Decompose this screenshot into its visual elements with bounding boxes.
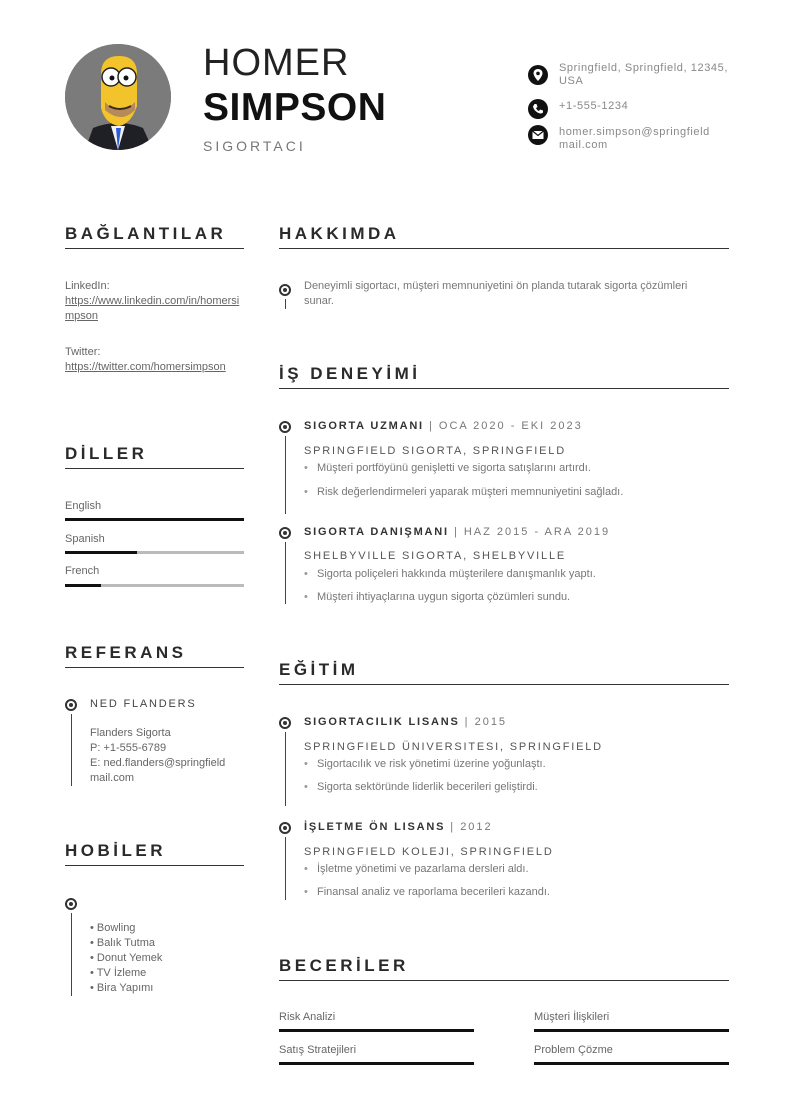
education-dates: | 2012 bbox=[445, 821, 493, 833]
job-title: SIGORTACI bbox=[203, 138, 306, 154]
hobbies-title: HOBİLER bbox=[65, 841, 166, 860]
languages-title: DİLLER bbox=[65, 444, 148, 463]
references-title: REFERANS bbox=[65, 643, 187, 662]
about-text: Deneyimli sigortacı, müşteri memnuniyetini ön planda tutarak sigorta çözümleri sunar. bbox=[304, 280, 688, 307]
timeline-line bbox=[285, 542, 286, 604]
timeline-line bbox=[285, 299, 286, 309]
languages-divider bbox=[65, 468, 244, 469]
education-title: EĞİTİM bbox=[279, 660, 359, 679]
reference-name: NED FLANDERS bbox=[90, 698, 197, 710]
timeline-dot-icon bbox=[279, 717, 291, 729]
skill-label: Müşteri İlişkileri bbox=[534, 1011, 610, 1023]
reference-email: E: ned.flanders@springfield mail.com bbox=[90, 757, 226, 784]
connections-title: BAĞLANTILAR bbox=[65, 224, 227, 243]
twitter-label: Twitter: bbox=[65, 346, 101, 358]
about-title: HAKKIMDA bbox=[279, 224, 400, 243]
experience-bullet: • Sigorta poliçeleri hakkında müşterilere danışmanlık yaptı. bbox=[317, 568, 596, 580]
education-degree-title: İŞLETME ÖN LISANS bbox=[304, 821, 446, 833]
education-degree bbox=[304, 821, 493, 833]
experience-divider bbox=[279, 388, 729, 389]
hobbies-divider bbox=[65, 865, 244, 866]
experience-title: İŞ DENEYİMİ bbox=[279, 364, 421, 383]
skill-bar bbox=[534, 1062, 729, 1065]
twitter-link[interactable]: https://twitter.com/homersimpson bbox=[65, 361, 226, 373]
language-name: French bbox=[65, 565, 100, 577]
hobby-item: • Balık Tutma bbox=[90, 937, 155, 949]
timeline-dot-icon bbox=[279, 421, 291, 433]
experience-bullet: • Risk değerlendirmeleri yaparak müşteri memnuniyetini sağladı. bbox=[317, 486, 623, 498]
phone-text: +1-555-1234 bbox=[559, 100, 629, 112]
reference-company: Flanders Sigorta bbox=[90, 727, 171, 739]
skill-label: Risk Analizi bbox=[279, 1011, 336, 1023]
linkedin-link[interactable]: https://www.linkedin.com/in/homersimpson bbox=[65, 295, 240, 322]
experience-role bbox=[304, 526, 610, 538]
experience-company: SPRINGFIELD SIGORTA, SPRINGFIELD bbox=[304, 445, 566, 457]
reference-phone: P: +1-555-6789 bbox=[90, 742, 167, 754]
connections-divider bbox=[65, 248, 244, 249]
address-text: Springfield, Springfield, 12345, USA bbox=[559, 62, 729, 87]
timeline-dot-icon bbox=[279, 284, 291, 296]
last-name: SIMPSON bbox=[203, 86, 387, 129]
education-school: SPRINGFIELD KOLEJI, SPRINGFIELD bbox=[304, 846, 554, 858]
references-divider bbox=[65, 667, 244, 668]
skill-label: Satış Stratejileri bbox=[279, 1044, 357, 1056]
education-bullet: • Sigorta sektöründe liderlik becerileri geliştirdi. bbox=[317, 781, 538, 793]
language-name: English bbox=[65, 500, 102, 512]
hobby-item: • TV İzleme bbox=[90, 967, 147, 979]
skill-bar bbox=[534, 1029, 729, 1032]
avatar-portrait bbox=[65, 44, 171, 150]
skill-bar bbox=[279, 1062, 474, 1065]
first-name: HOMER bbox=[203, 42, 350, 84]
education-bullet: • Finansal analiz ve raporlama becerileri kazandı. bbox=[317, 886, 550, 898]
language-name: Spanish bbox=[65, 533, 105, 545]
experience-bullet: • Müşteri ihtiyaçlarına uygun sigorta çözümleri sundu. bbox=[317, 591, 570, 603]
hobby-item: • Bira Yapımı bbox=[90, 982, 154, 994]
timeline-line bbox=[285, 732, 286, 806]
experience-company: SHELBYVILLE SIGORTA, SHELBYVILLE bbox=[304, 550, 567, 562]
language-level-fill bbox=[65, 518, 244, 521]
linkedin-label: LinkedIn: bbox=[65, 280, 110, 292]
hobby-item: • Bowling bbox=[90, 922, 136, 934]
education-divider bbox=[279, 684, 729, 685]
location-pin-icon bbox=[528, 65, 548, 85]
envelope-icon bbox=[528, 125, 548, 145]
experience-role-title: SIGORTA DANIŞMANI bbox=[304, 526, 449, 538]
timeline-dot-icon bbox=[279, 527, 291, 539]
education-dates: | 2015 bbox=[459, 716, 508, 728]
skills-divider bbox=[279, 980, 729, 981]
timeline-line bbox=[285, 837, 286, 900]
language-level-fill bbox=[65, 551, 137, 554]
language-level-fill bbox=[65, 584, 101, 587]
education-school: SPRINGFIELD ÜNIVERSITESI, SPRINGFIELD bbox=[304, 741, 603, 753]
language-level-bar bbox=[65, 551, 244, 554]
experience-dates: | OCA 2020 - EKI 2023 bbox=[423, 420, 583, 432]
experience-bullet: • Müşteri portföyünü genişletti ve sigorta satışlarını artırdı. bbox=[317, 462, 591, 474]
education-bullet: • Sigortacılık ve risk yönetimi üzerine yoğunlaştı. bbox=[317, 758, 546, 770]
timeline-dot-icon bbox=[65, 699, 77, 711]
experience-role bbox=[304, 420, 583, 432]
language-level-bar bbox=[65, 584, 244, 587]
education-degree bbox=[304, 716, 507, 728]
email-text: homer.simpson@springfield mail.com bbox=[559, 126, 710, 151]
avatar bbox=[65, 44, 171, 150]
skill-bar bbox=[279, 1029, 474, 1032]
timeline-line bbox=[285, 436, 286, 514]
timeline-line bbox=[71, 714, 72, 786]
timeline-dot-icon bbox=[279, 822, 291, 834]
skill-label: Problem Çözme bbox=[534, 1044, 613, 1056]
phone-icon bbox=[528, 99, 548, 119]
timeline-line bbox=[71, 913, 72, 996]
education-bullet: • İşletme yönetimi ve pazarlama dersleri aldı. bbox=[317, 863, 529, 875]
hobby-item: • Donut Yemek bbox=[90, 952, 163, 964]
timeline-dot-icon bbox=[65, 898, 77, 910]
experience-role-title: SIGORTA UZMANI bbox=[304, 420, 424, 432]
about-divider bbox=[279, 248, 729, 249]
language-level-bar bbox=[65, 518, 244, 521]
skills-title: BECERİLER bbox=[279, 956, 409, 975]
experience-dates: | HAZ 2015 - ARA 2019 bbox=[448, 526, 611, 538]
education-degree-title: SIGORTACILIK LISANS bbox=[304, 716, 460, 728]
